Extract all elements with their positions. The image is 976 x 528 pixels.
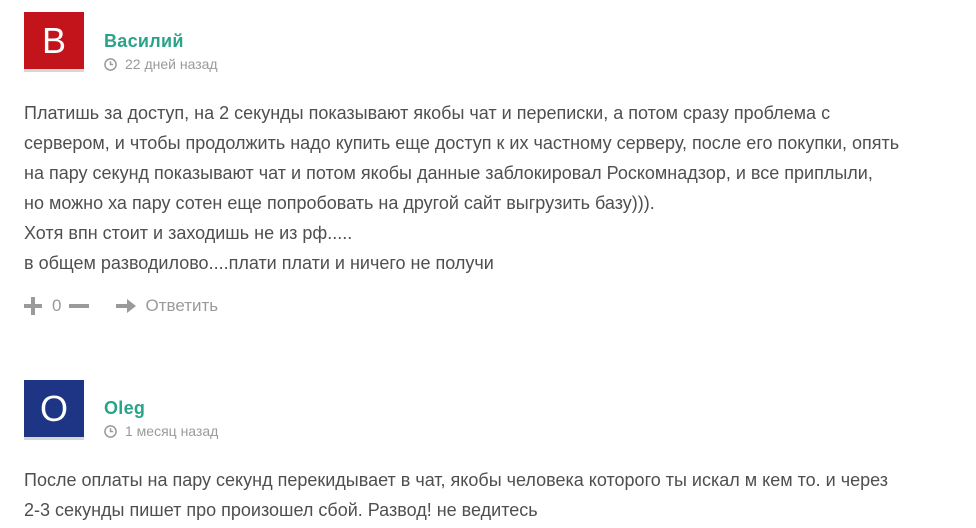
comment-line: но можно ха пару сотен еще попробовать на другой сайт выгрузить базу))). [24,193,655,213]
comment-line: 2-3 секунды пишет про произошел сбой. Развод! не ведитесь [24,500,538,520]
comment-time: 22 дней назад [125,56,218,72]
reply-label: Ответить [145,296,219,315]
comment-line: сервером, и чтобы продолжить надо купить еще доступ к их частному серверу, после его покупки, опять [24,133,900,153]
vote-count: 0 [52,296,62,315]
comment-time: 1 месяц назад [125,423,219,439]
plus-icon[interactable] [24,297,42,315]
clock-icon [104,425,117,438]
comment-line: После оплаты на пару секунд перекидывает в чат, якобы человека которого ты искал м кем то. и через [24,470,888,490]
comment-author[interactable]: Василий [104,31,184,51]
comment-line: на пару секунд показывают чат и потом якобы данные заблокировал Роскомнадзор, и все приплыли, [24,163,873,183]
comment-line: в общем разводилово....плати плати и ничего не получи [24,253,494,273]
clock-icon [104,58,117,71]
comment-text [24,465,964,525]
comment-text [24,98,964,278]
comment-meta [104,56,218,72]
minus-icon[interactable] [69,297,89,315]
avatar: B [24,12,84,72]
comment-actions [24,296,218,316]
comment-author[interactable]: Oleg [104,398,146,418]
reply-arrow-icon [115,298,137,314]
comment-line: Платишь за доступ, на 2 секунды показывают якобы чат и переписки, а потом сразу проблема с [24,103,831,123]
comment-meta [104,423,218,439]
avatar: O [24,380,84,440]
comment-line: Хотя впн стоит и заходишь не из рф..... [24,223,353,243]
reply-button[interactable] [115,296,218,316]
